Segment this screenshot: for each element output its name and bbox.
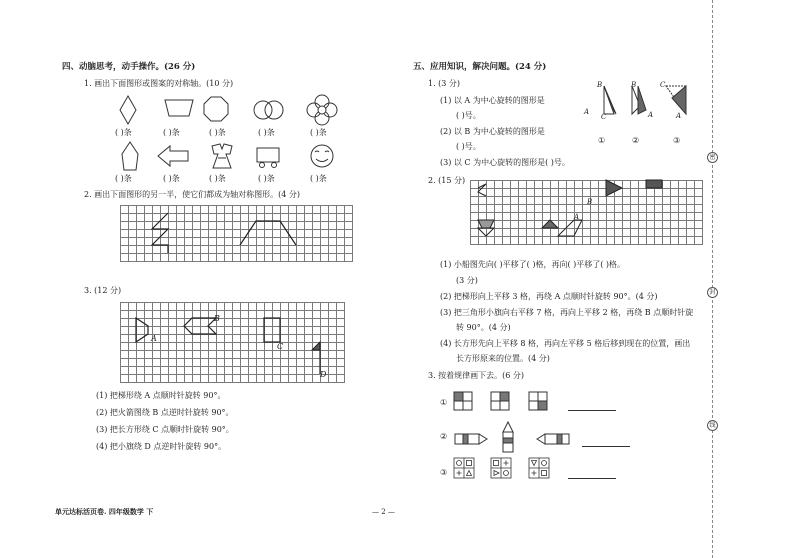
- fig-number-1: ①: [598, 136, 606, 145]
- pattern-answer-line-3[interactable]: [568, 478, 616, 479]
- fig-number-3: ③: [673, 136, 681, 145]
- flower-shape: [307, 95, 337, 125]
- ring-left-shape: [254, 101, 272, 119]
- q1-row2-figures: [110, 140, 350, 176]
- r-q2-label-a: A: [574, 213, 580, 221]
- fig1-label-b: B: [597, 81, 603, 89]
- r-q1-line-1: (1) 以 A 为中心旋转的图形是: [440, 96, 545, 105]
- r-q2-line-2: (3 分): [456, 276, 478, 285]
- seal-mi: 密: [707, 152, 718, 163]
- fig2-label-a: A: [648, 111, 654, 119]
- q3-item-3: (3) 把长方形绕 C 点顺时针旋转 90°。: [96, 425, 234, 434]
- pattern-answer-line-1[interactable]: [568, 410, 616, 411]
- q3-label-b: B: [214, 314, 220, 323]
- rhombus-shape: [120, 96, 136, 124]
- r-q2-text: 2. (15 分): [428, 176, 466, 185]
- pattern-row-number-2: ②: [440, 432, 448, 441]
- pattern-row-number-3: ③: [440, 468, 448, 477]
- q3-label-d: D: [320, 370, 327, 379]
- ring-right-shape: [265, 101, 283, 119]
- r-q2-line-7: 长方形原来的位置。(4 分): [456, 354, 550, 363]
- q3-item-4: (4) 把小旗绕 D 点逆时针旋转 90°。: [96, 442, 227, 451]
- r-q2-line-5: 转 90°。(4 分): [456, 323, 511, 332]
- q1-r1-blank-2: ( )条: [163, 128, 180, 137]
- r-q2-line-6: (4) 长方形先向上平移 8 格，再向左平移 5 格后移到现在的位置，画出: [440, 339, 691, 348]
- q1-r1-blank-5: ( )条: [310, 128, 327, 137]
- q2-text: 2. 画出下面图形的另一半，使它们都成为轴对称图形。(4 分): [84, 190, 301, 199]
- fig3-label-a: A: [676, 112, 682, 120]
- q1-r2-blank-5: ( )条: [310, 174, 327, 183]
- q1-r2-blank-4: ( )条: [258, 174, 275, 183]
- dress-shape: [212, 144, 232, 168]
- q3-label-a: A: [151, 334, 157, 343]
- r-q1-line-4: ( )号。: [456, 142, 481, 151]
- q3-label-c: C: [277, 342, 284, 351]
- q3-text: 3. (12 分): [84, 286, 122, 295]
- r-q2-label-b: B: [587, 198, 593, 206]
- q1-text: 1. 画出下面图形或图案的对称轴。(10 分): [84, 79, 234, 88]
- fig2-label-b: B: [631, 81, 637, 89]
- q3-item-2: (2) 把火箭图绕 B 点逆时针旋转 90°。: [96, 408, 234, 417]
- seal-xian: 线: [707, 420, 718, 431]
- q1-row1-figures: [110, 94, 350, 130]
- pattern-answer-line-2[interactable]: [582, 446, 630, 447]
- q2-half-figures: [120, 205, 352, 261]
- q1-r1-blank-1: ( )条: [115, 128, 132, 137]
- pattern-row-3: [453, 456, 563, 486]
- r-q1-line-5: (3) 以 C 为中心旋转的图形是( )号。: [440, 158, 570, 167]
- q1-r2-blank-2: ( )条: [163, 174, 180, 183]
- fig-number-2: ②: [632, 136, 640, 145]
- footer-page-number: — 2 —: [372, 508, 395, 516]
- q1-r2-blank-1: ( )条: [115, 174, 132, 183]
- section-five-title: 五、应用知识，解决问题。(24 分): [413, 62, 547, 72]
- octagon-shape: [204, 97, 228, 121]
- r-q1-line-2: ( )号。: [456, 111, 481, 120]
- r-q3-text: 3. 按着规律画下去。(6 分): [428, 371, 525, 380]
- fig3-label-c: C: [660, 81, 666, 89]
- smiley-shape: [311, 145, 333, 167]
- binding-line: [712, 0, 713, 558]
- q1-r1-blank-3: ( )条: [209, 128, 226, 137]
- r-q1-text: 1. (3 分): [428, 79, 461, 88]
- pattern-row-1: [453, 390, 563, 414]
- pentagon-shape: [122, 142, 138, 170]
- fig1-label-a: A: [584, 108, 590, 116]
- r-q2-line-3: (2) 把梯形向上平移 3 格，再绕 A 点顺时针旋转 90°。(4 分): [440, 292, 658, 301]
- footer-book-title: 单元达标活页卷. 四年级数学 下: [55, 507, 154, 516]
- r-q2-figures: [470, 180, 702, 244]
- r-q1-line-3: (2) 以 B 为中心旋转的图形是: [440, 127, 545, 136]
- pattern-row-2: [453, 418, 573, 454]
- q3-item-1: (1) 把梯形绕 A 点顺时针旋转 90°。: [96, 391, 226, 400]
- arrow-shape: [158, 146, 188, 166]
- cart-shape: [257, 148, 279, 168]
- q1-r2-blank-3: ( )条: [209, 174, 226, 183]
- pattern-row-number-1: ①: [440, 398, 448, 407]
- trapezoid-shape: [165, 100, 193, 116]
- r-q2-line-4: (3) 把三角形小旗向右平移 7 格，再向上平移 2 格，再绕 B 点顺时针旋: [440, 308, 694, 317]
- fig1-label-c: C: [601, 113, 607, 121]
- q1-r1-blank-4: ( )条: [258, 128, 275, 137]
- section-four-title: 四、动脑思考，动手操作。(26 分): [62, 62, 196, 72]
- r-q2-line-1: (1) 小船图先向( )平移了( )格，再向( )平移了( )格。: [440, 260, 626, 269]
- seal-feng: 封: [707, 287, 718, 298]
